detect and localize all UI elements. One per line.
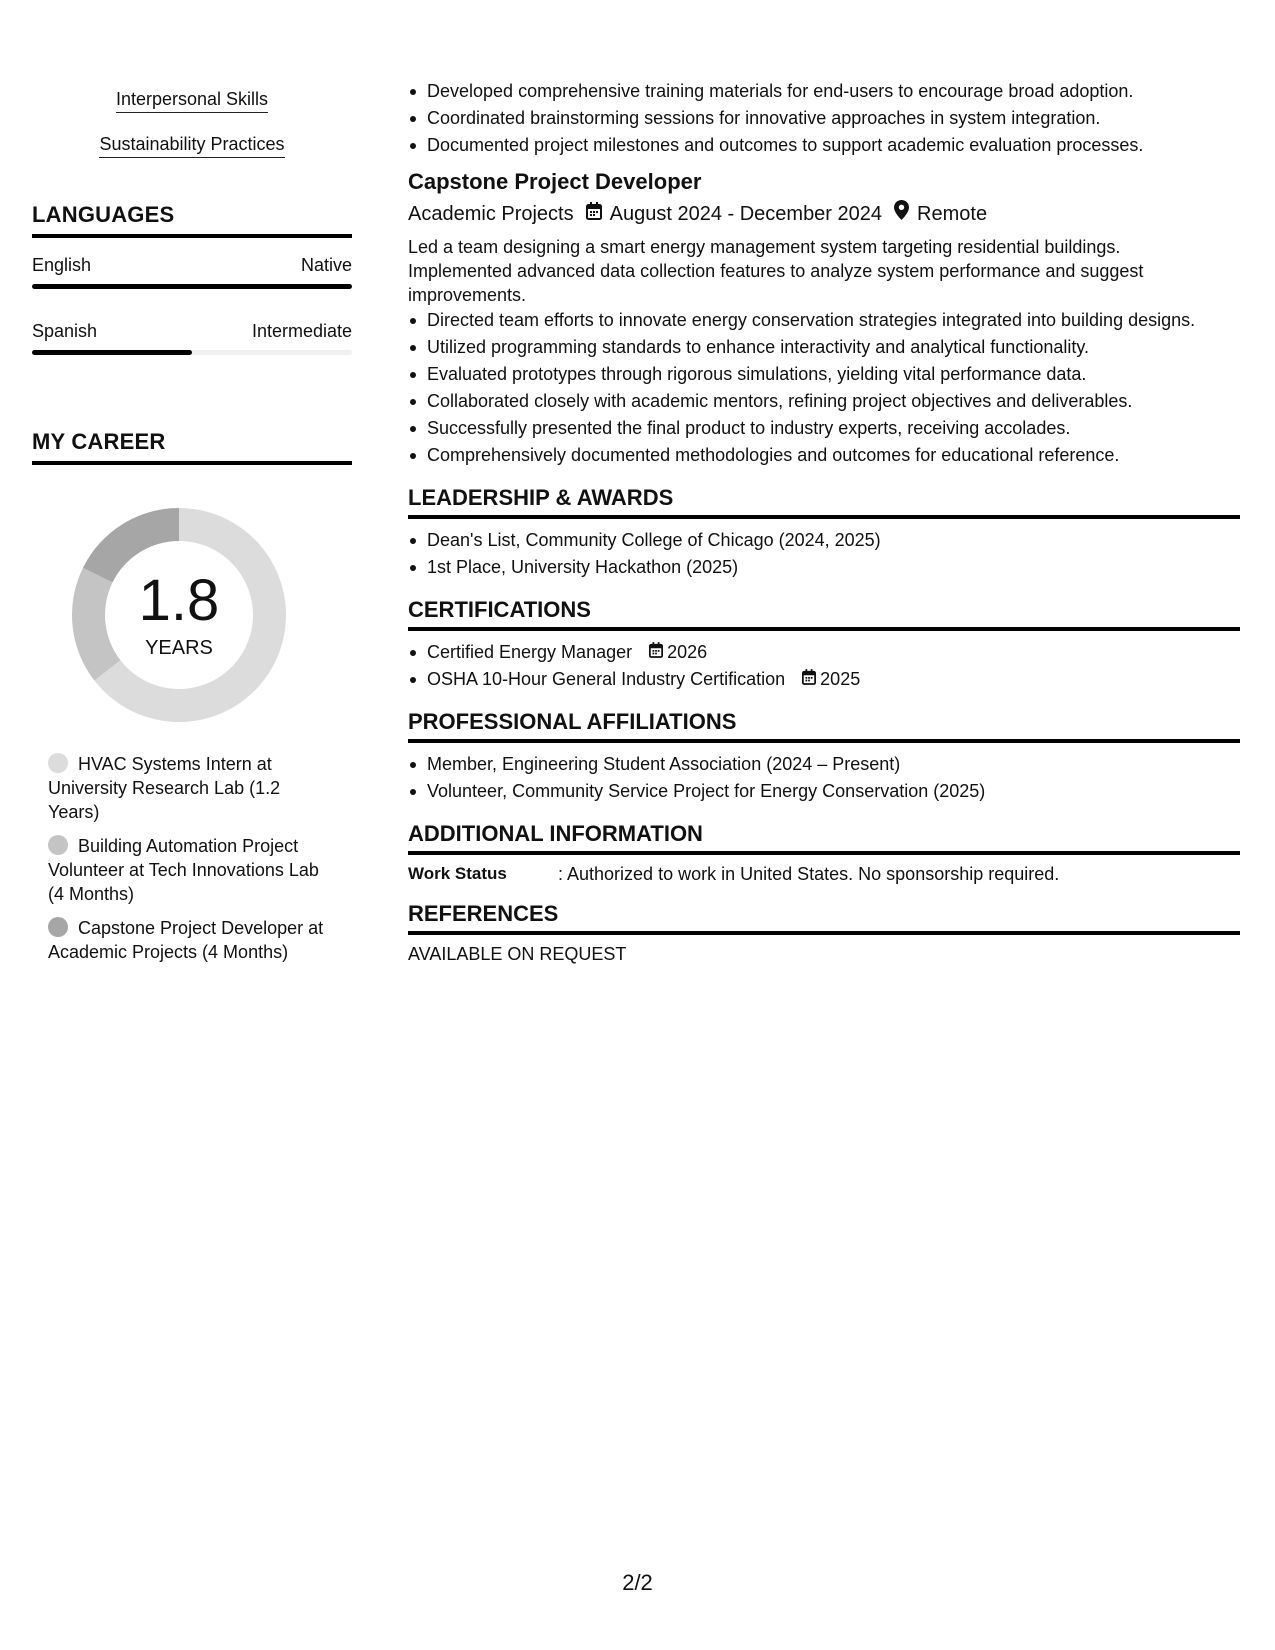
bullet-item: Comprehensively documented methodologies and outcomes for educational reference. (408, 442, 1240, 469)
job-meta (408, 200, 1240, 227)
certification-item (408, 666, 1240, 693)
language-proficiency-fill (32, 284, 352, 289)
language-name: English (32, 255, 92, 275)
map-pin-icon (894, 200, 909, 227)
bullet-item: Coordinated brainstorming sessions for innovative approaches in system integration. (408, 105, 1240, 132)
certifications-list (408, 639, 1240, 693)
bullet-item: Documented project milestones and outcomes to support academic evaluation processes. (408, 132, 1240, 159)
language-proficiency-fill (32, 350, 192, 355)
career-total-unit: YEARS (145, 637, 213, 659)
languages-heading: LANGUAGES (32, 202, 352, 238)
bullet-item: Collaborated closely with academic mentors, refining project objectives and deliverables. (408, 388, 1240, 415)
certification-name: Certified Energy Manager (427, 642, 633, 662)
bullet-item: Directed team efforts to innovate energy conservation strategies integrated into building designs. (408, 307, 1240, 334)
awards-heading: LEADERSHIP & AWARDS (408, 485, 1240, 519)
affiliations-heading: PROFESSIONAL AFFILIATIONS (408, 709, 1240, 743)
bullet-item: Developed comprehensive training materials for end-users to encourage broad adoption. (408, 78, 1240, 105)
job-company: Academic Projects (408, 202, 574, 225)
career-donut-chart (64, 500, 294, 730)
job-location: Remote (917, 202, 988, 225)
additional-info-heading: ADDITIONAL INFORMATION (408, 821, 1240, 855)
legend-swatch (48, 753, 68, 773)
main-content (408, 78, 1240, 965)
career-legend-item (48, 834, 333, 906)
language-level: Native (300, 255, 352, 275)
certification-year: 2026 (667, 642, 708, 662)
bullet-item: Successfully presented the final product to industry experts, receiving accolades. (408, 415, 1240, 442)
certification-year: 2025 (820, 669, 861, 689)
skill-label: Interpersonal Skills (116, 88, 268, 113)
legend-swatch (48, 835, 68, 855)
work-status-label: Work Status (408, 864, 507, 883)
job-description: Led a team designing a smart energy management system targeting residential buildings. Implemented advanced data collection features to analyze system performance and suggest improvements. (408, 237, 1144, 305)
language-level: Intermediate (251, 321, 352, 341)
legend-swatch (48, 917, 68, 937)
language-row (32, 254, 352, 276)
certification-name: OSHA 10-Hour General Industry Certification (427, 669, 786, 689)
career-legend-label: Building Automation Project Volunteer at Tech Innovations Lab (4 Months) (48, 836, 319, 904)
calendar-icon (586, 201, 602, 227)
affiliation-item: Member, Engineering Student Association (2024 – Present) (408, 751, 1240, 778)
work-status-row (408, 863, 1240, 885)
award-item: Dean's List, Community College of Chicago (2024, 2025) (408, 527, 1240, 554)
skill-label: Sustainability Practices (99, 133, 284, 158)
awards-list (408, 527, 1240, 581)
language-proficiency-bar (32, 284, 352, 289)
language-proficiency-bar (32, 350, 352, 355)
career-heading: MY CAREER (32, 429, 352, 465)
job-dates: August 2024 - December 2024 (609, 202, 883, 225)
language-name: Spanish (32, 321, 98, 341)
page-number: 2/2 (622, 1570, 653, 1595)
skill-item (32, 133, 352, 158)
career-legend-item (48, 752, 333, 824)
calendar-icon (649, 639, 667, 666)
previous-job-bullets (408, 78, 1240, 159)
bullet-item: Evaluated prototypes through rigorous simulations, yielding vital performance data. (408, 361, 1240, 388)
job-bullets (408, 307, 1240, 469)
work-status-value: : Authorized to work in United States. No sponsorship required. (558, 864, 1060, 884)
award-item: 1st Place, University Hackathon (2025) (408, 554, 1240, 581)
career-legend-label: HVAC Systems Intern at University Research Lab (1.2 Years) (48, 754, 281, 822)
bullet-item: Utilized programming standards to enhance interactivity and analytical functionality. (408, 334, 1240, 361)
career-total-years: 1.8 (138, 568, 220, 633)
career-legend-label: Capstone Project Developer at Academic Projects (4 Months) (48, 918, 324, 962)
calendar-icon (802, 666, 820, 693)
language-row (32, 320, 352, 342)
skill-item (32, 88, 352, 113)
certification-item (408, 639, 1240, 666)
affiliation-item: Volunteer, Community Service Project for Energy Conservation (2025) (408, 778, 1240, 805)
career-legend-item (48, 916, 333, 964)
certifications-heading: CERTIFICATIONS (408, 597, 1240, 631)
job-title: Capstone Project Developer (408, 169, 702, 194)
affiliations-list (408, 751, 1240, 805)
references-heading: REFERENCES (408, 901, 1240, 935)
references-value: AVAILABLE ON REQUEST (408, 944, 627, 964)
